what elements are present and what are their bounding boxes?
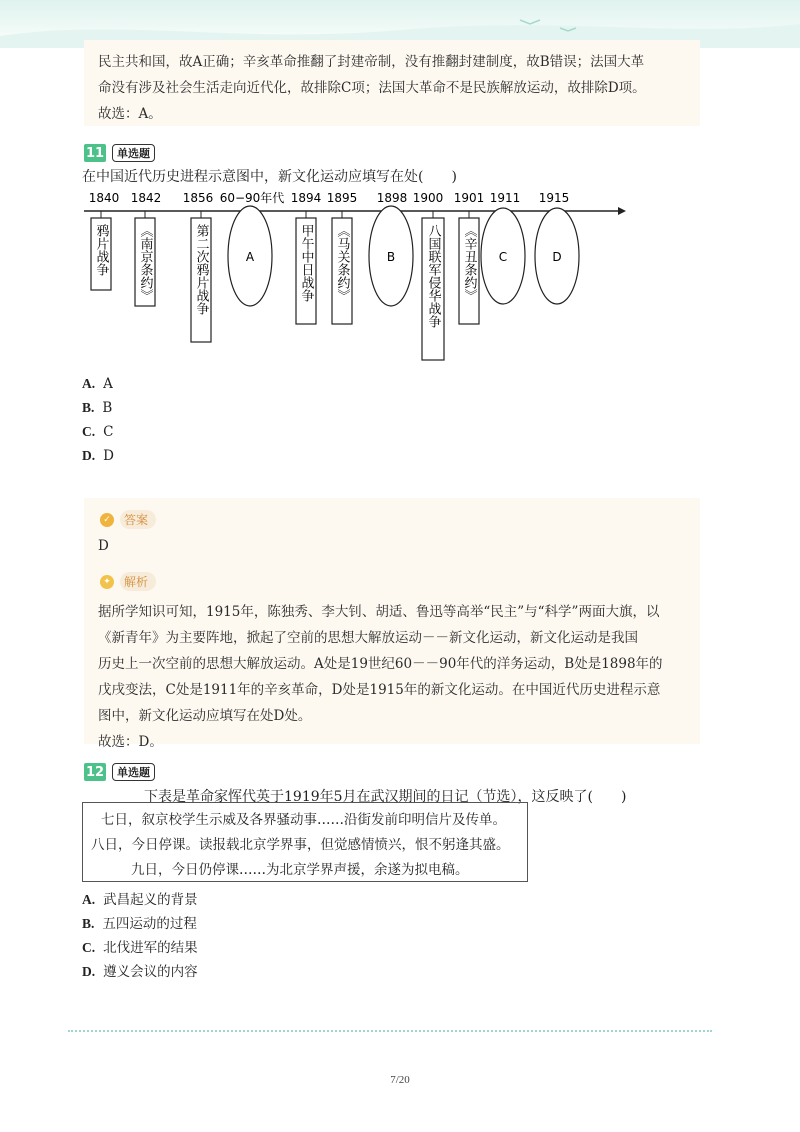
diary-line: 九日，今日仍停课……为北京学界声援，余遂为拟电稿。	[131, 862, 469, 878]
option-letter: D.	[82, 964, 96, 979]
timeline-arrow	[618, 207, 626, 215]
option-letter: C.	[82, 424, 96, 439]
option-d[interactable]	[82, 960, 198, 980]
question-stem: 下表是革命家恽代英于1919年5月在武汉期间的日记（节选），这反映了( )	[144, 789, 627, 805]
option-text: 遵义会议的内容	[103, 964, 198, 980]
option-b[interactable]	[82, 912, 197, 932]
analysis-label-row	[100, 572, 156, 591]
oval-label: D	[552, 250, 562, 264]
option-letter: D.	[82, 448, 96, 463]
year-label: 1895	[326, 191, 358, 205]
analysis-label: 解析	[120, 572, 156, 591]
event-label: 鸦片战争	[93, 224, 109, 276]
option-text: 北伐进军的结果	[103, 940, 198, 956]
event-label: 八国联军侵华战争	[425, 224, 441, 328]
diary-line: 七日，叙京校学生示威及各界骚动事……沿街发前印明信片及传单。	[101, 812, 506, 828]
year-label: 1911	[489, 191, 521, 205]
event-label: 《辛丑条约》	[461, 224, 477, 302]
year-label: 1856	[182, 191, 214, 205]
question-number: 11	[85, 145, 105, 161]
year-label: 60−90年代	[219, 191, 285, 205]
year-label: 1898	[376, 191, 408, 205]
prev-explanation-line: 故选：A。	[98, 106, 162, 122]
analysis-line: 故选：D。	[98, 734, 163, 750]
page-number: 7/20	[390, 1074, 410, 1086]
event-label: 《南京条约》	[137, 224, 153, 302]
option-letter: C.	[82, 940, 96, 955]
analysis-line: 《新青年》为主要阵地，掀起了空前的思想大解放运动－－新文化运动，新文化运动是我国	[98, 630, 638, 646]
oval-label: C	[498, 250, 508, 264]
option-d[interactable]	[82, 448, 114, 464]
option-text: A	[103, 376, 113, 392]
check-icon: ✓	[100, 513, 114, 527]
prev-explanation-line: 民主共和国，故A正确；辛亥革命推翻了封建帝制，没有推翻封建制度，故B错误；法国大革	[98, 54, 645, 70]
question-header	[84, 763, 155, 781]
analysis-line: 据所学知识可知，1915年，陈独秀、李大钊、胡适、鲁迅等高举“民主”与“科学”两面大旗，以	[98, 604, 660, 620]
oval-label: A	[245, 250, 255, 264]
option-text: D	[103, 448, 114, 464]
answer-label-row	[100, 510, 156, 529]
option-text: 五四运动的过程	[102, 916, 197, 932]
option-c[interactable]	[82, 936, 198, 956]
option-text: 武昌起义的背景	[103, 892, 198, 908]
oval-label: B	[386, 250, 396, 264]
option-letter: B.	[82, 916, 95, 931]
year-label: 1901	[453, 191, 485, 205]
answer-value: D	[98, 538, 109, 554]
answer-label: 答案	[120, 510, 156, 529]
option-a[interactable]	[82, 888, 198, 908]
analysis-line: 历史上一次空前的思想大解放运动。A处是19世纪60－－90年代的洋务运动，B处是1898年的	[98, 656, 663, 672]
footer-divider	[68, 1030, 712, 1032]
option-text: B	[102, 400, 113, 416]
diary-line: 八日，今日停课。读报载北京学界事，但觉感情愤兴，恨不躬逢其盛。	[91, 837, 510, 853]
question-stem: 在中国近代历史进程示意图中，新文化运动应填写在处( )	[82, 169, 457, 185]
year-label: 1894	[290, 191, 322, 205]
analysis-line: 图中，新文化运动应填写在处D处。	[98, 708, 312, 724]
lightbulb-icon: ✦	[100, 575, 114, 589]
question-type-tag: 单选题	[112, 144, 155, 162]
option-c[interactable]	[82, 424, 113, 440]
year-label: 1842	[130, 191, 162, 205]
option-letter: A.	[82, 376, 96, 391]
diary-table	[82, 802, 528, 882]
question-number: 12	[85, 764, 105, 780]
option-b[interactable]	[82, 400, 112, 416]
option-letter: A.	[82, 892, 96, 907]
question-type-tag: 单选题	[112, 763, 155, 781]
prev-explanation-line: 命没有涉及社会生活走向近代化，故排除C项；法国大革命不是民族解放运动，故排除D项。	[98, 80, 646, 96]
question-header	[84, 144, 155, 162]
option-letter: B.	[82, 400, 95, 415]
timeline-diagram	[80, 184, 640, 364]
analysis-line: 戊戌变法，C处是1911年的辛亥革命，D处是1915年的新文化运动。在中国近代历史进程示意	[98, 682, 661, 698]
event-label: 第二次鸦片战争	[193, 224, 209, 315]
option-text: C	[103, 424, 114, 440]
option-a[interactable]	[82, 376, 113, 392]
event-label: 甲午中日战争	[298, 224, 314, 302]
event-label: 《马关条约》	[334, 224, 350, 302]
year-label: 1900	[412, 191, 444, 205]
year-label: 1840	[88, 191, 120, 205]
year-label: 1915	[538, 191, 570, 205]
